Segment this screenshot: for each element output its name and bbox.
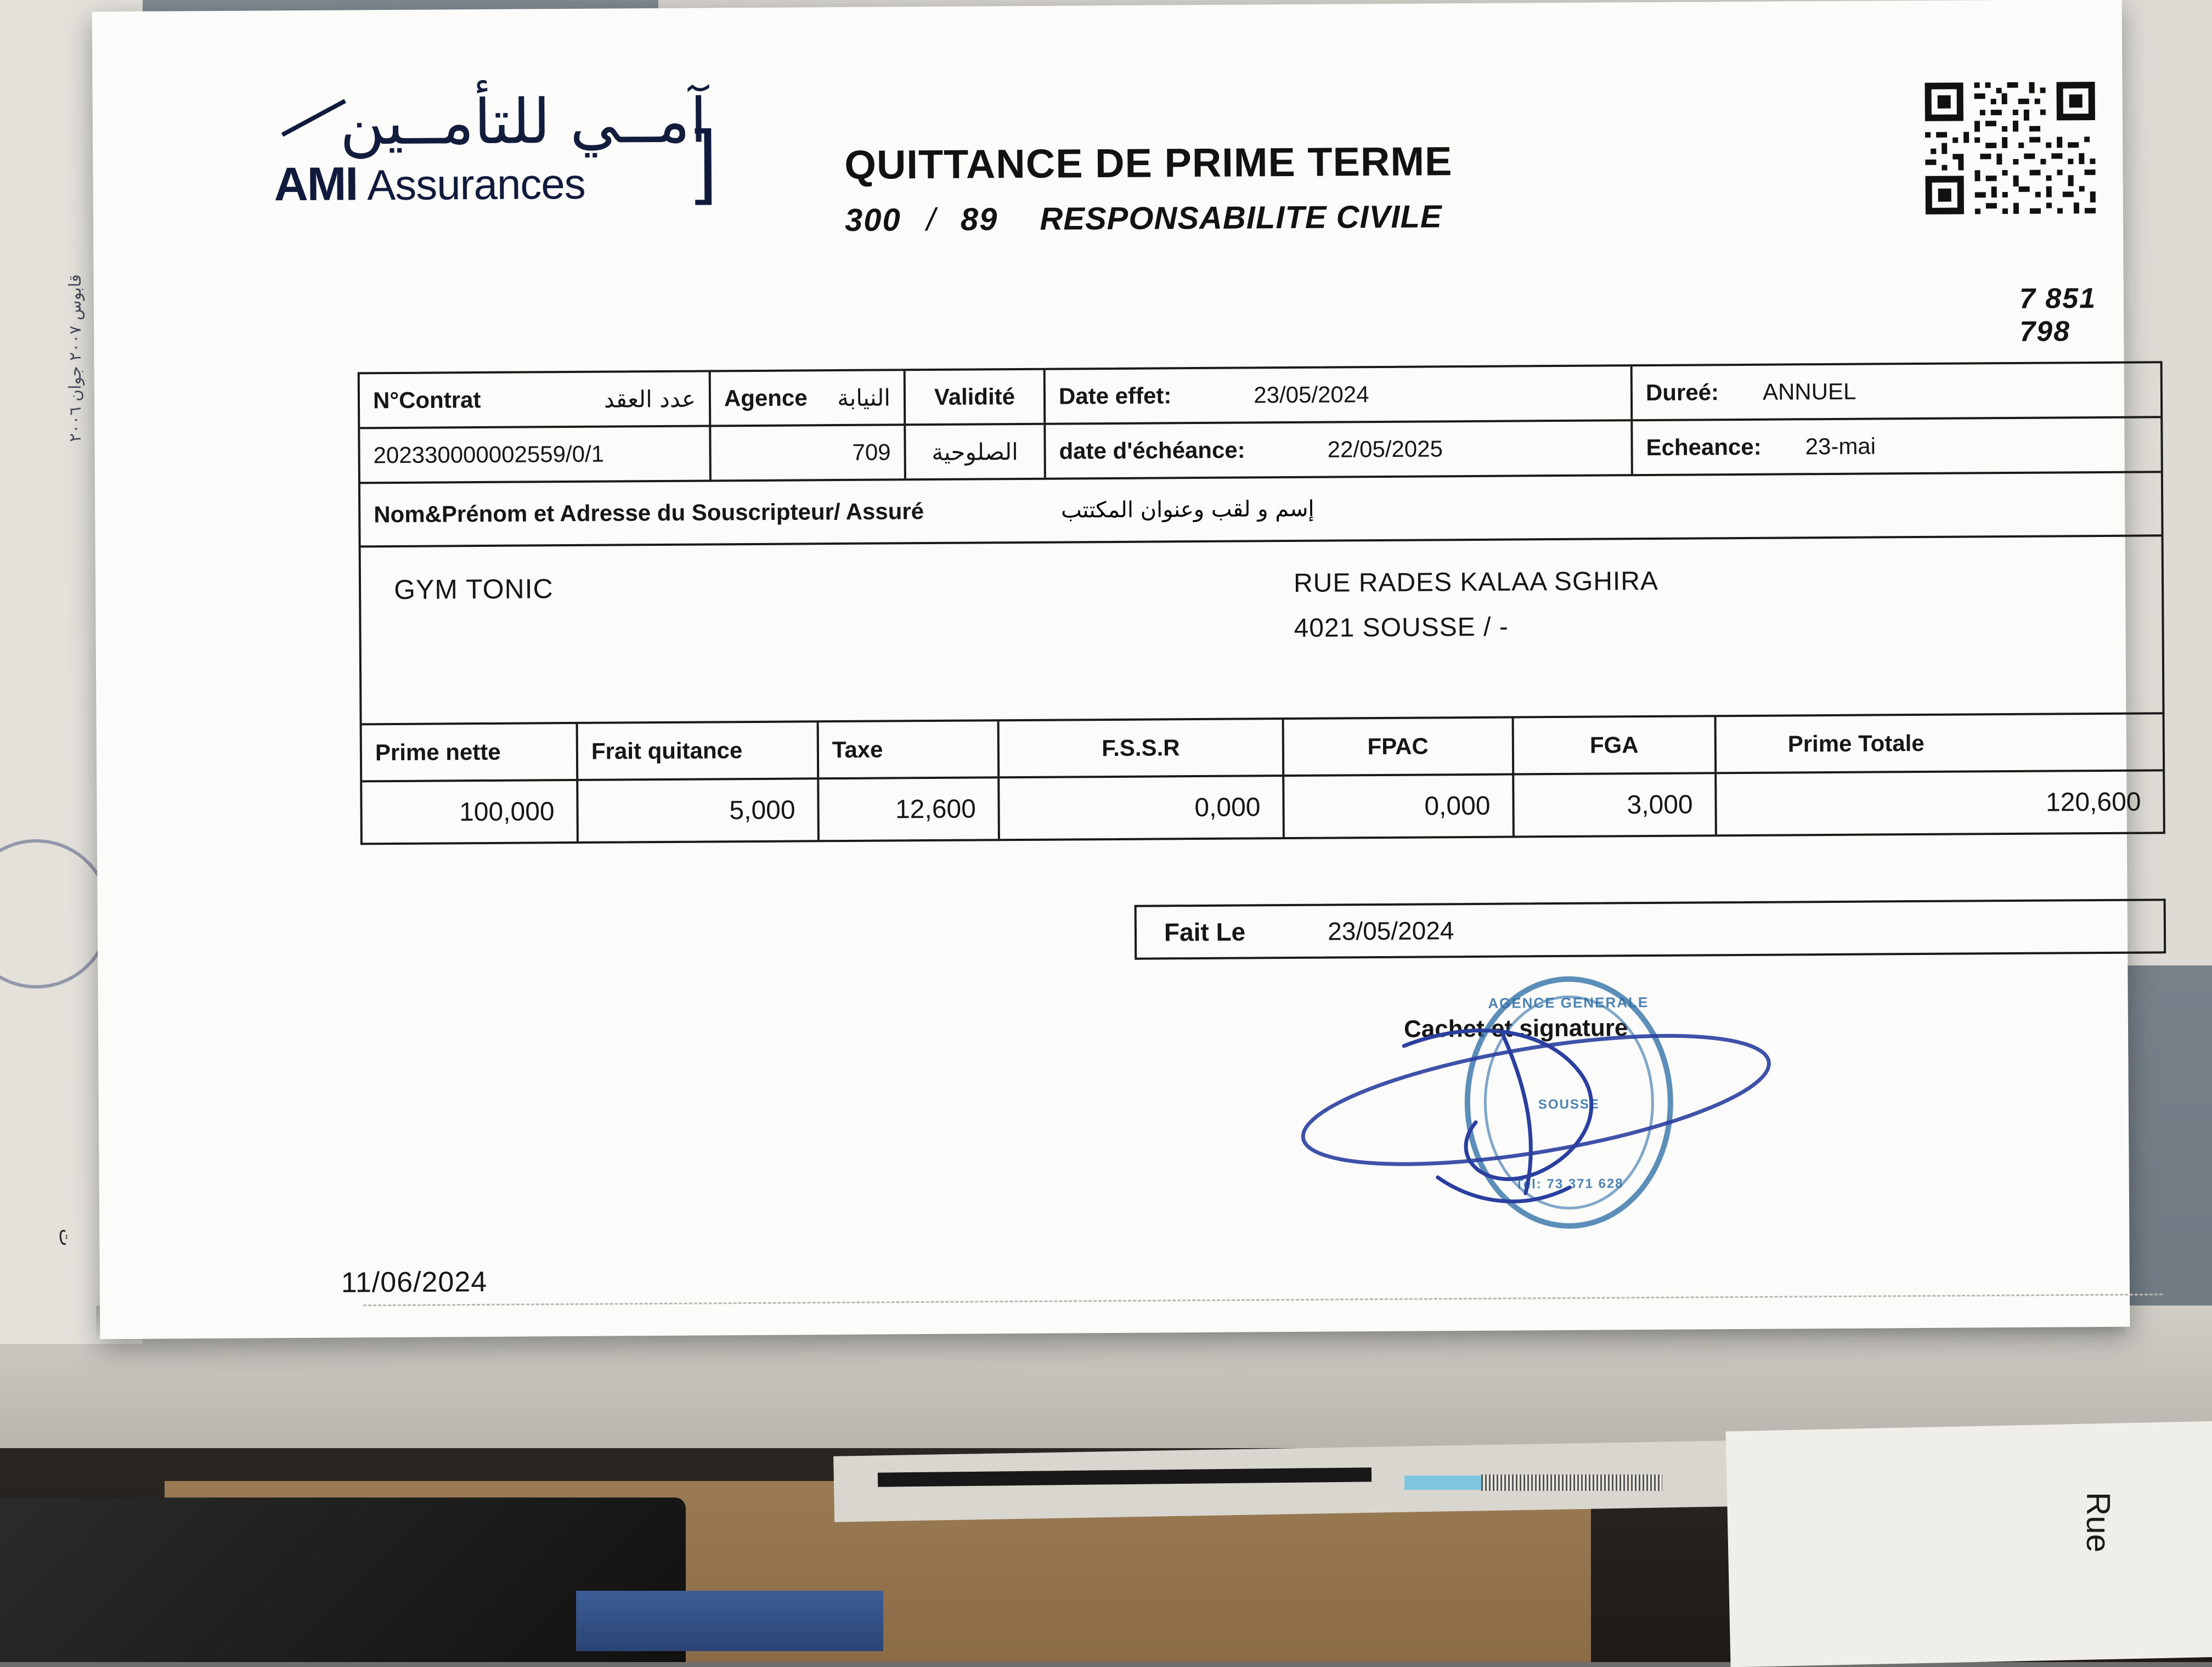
echeance-cell: [1633, 418, 2160, 474]
logo-bracket-icon: ]: [694, 113, 718, 206]
contract-label-cell: [360, 372, 712, 427]
date-effect-value: 23/05/2024: [1254, 381, 1369, 408]
duration-cell: [1633, 363, 2160, 419]
premium-val-fssr: 0,000: [1000, 777, 1284, 839]
policy-code: 300: [844, 202, 901, 238]
subscriber-details: [361, 536, 2163, 725]
premium-col-prime-totale: Prime Totale: [1787, 730, 1925, 757]
date-echeance-value: 22/05/2025: [1327, 436, 1443, 462]
background-side-mark: ت: [55, 1229, 76, 1247]
branch-label: RESPONSABILITE CIVILE: [1040, 199, 1442, 237]
ami-logo: [274, 85, 718, 212]
cyan-marker: [1404, 1476, 1481, 1490]
premium-col-fpac: FPAC: [1284, 719, 1514, 775]
cachet-signature-label: Cachet et signature: [1403, 1014, 1628, 1043]
logo-ami-text: AMI: [274, 157, 358, 211]
agency-label-ar: النيابة: [837, 383, 891, 411]
premium-values-row: [362, 771, 2163, 843]
qr-code-icon: [1919, 76, 2123, 225]
validity-label-fr: Validité: [934, 383, 1015, 410]
right-paper-sheet: [1726, 1421, 2212, 1667]
contract-number: 202330000002559/0/1: [373, 440, 605, 468]
logo-arabic-text: آمــي للتأمــين: [340, 85, 708, 159]
premium-val-fpac: 0,000: [1284, 776, 1515, 838]
echeance-value: 23-mai: [1805, 433, 1876, 460]
premium-col-fssr: F.S.S.R: [1000, 720, 1284, 776]
barcode-strip: [1481, 1474, 1662, 1491]
fait-le-value: 23/05/2024: [1328, 916, 1454, 946]
agency-number-cell: [711, 426, 906, 479]
bottom-date: 11/06/2024: [341, 1265, 488, 1299]
blue-object: [576, 1591, 883, 1651]
agency-label-cell: [711, 371, 906, 425]
agency-number: 709: [852, 439, 891, 465]
date-echeance-cell: [1046, 421, 1633, 478]
agency-label-fr: Agence: [724, 385, 808, 411]
fait-le-label: Fait Le: [1164, 917, 1246, 947]
premium-val-frait-quitance: 5,000: [578, 779, 820, 841]
document-subtitle: [845, 198, 1442, 239]
premium-val-taxe: 12,600: [819, 778, 1000, 840]
background-rue-label: Rue: [2080, 1492, 2117, 1553]
validity-ar-cell: [906, 425, 1046, 479]
subscriber-header: [360, 473, 2162, 547]
premium-col-taxe: Taxe: [819, 721, 1000, 777]
subscriber-address-line1: RUE RADES KALAA SGHIRA: [1293, 566, 1659, 598]
validity-label-cell: [906, 370, 1046, 424]
premium-col-prime-nette: Prime nette: [362, 724, 579, 780]
duration-value: ANNUEL: [1762, 378, 1857, 405]
quittance-table: [358, 361, 2165, 845]
echeance-label: Echeance:: [1646, 433, 1762, 461]
premium-col-frait-quitance: Frait quitance: [578, 722, 820, 779]
branch-code: 89: [960, 201, 998, 238]
date-effect-label: Date effet:: [1058, 382, 1172, 409]
contract-label-fr: N°Contrat: [373, 387, 481, 414]
handwritten-signature: [1239, 1010, 1844, 1245]
subscriber-address-line2: 4021 SOUSSE / -: [1294, 612, 1509, 643]
premium-val-prime-nette: 100,000: [362, 781, 579, 843]
date-effect-cell: [1046, 366, 1633, 423]
premium-val-fga: 3,000: [1514, 774, 1717, 835]
stamp-line-top: AGENCE GENERALE: [1488, 994, 1649, 1011]
document-title: QUITTANCE DE PRIME TERME: [844, 138, 1453, 188]
date-echeance-label: date d'échéance:: [1059, 437, 1245, 464]
agency-round-stamp: [1431, 956, 1707, 1248]
code-separator: /: [926, 201, 936, 238]
validity-label-ar: الصلوحية: [932, 438, 1019, 466]
logo-assurances-text: Assurances: [366, 159, 586, 210]
perforation-line: [363, 1293, 2163, 1306]
premium-col-fga: FGA: [1514, 717, 1717, 773]
duration-label: Dureé:: [1645, 379, 1719, 406]
premium-header-row: [362, 714, 2163, 782]
quittance-document: [92, 0, 2141, 1339]
fait-le-box: [1135, 899, 2166, 959]
premium-val-prime-totale: 120,600: [2045, 787, 2141, 817]
subscriber-header-ar: إسم و لقب وعنوان المكتتب: [1060, 496, 1314, 523]
subscriber-name: GYM TONIC: [393, 573, 554, 605]
serial-number: 7 851 798: [2019, 282, 2097, 348]
stamp-line-bottom: Tel: 73 371 628: [1515, 1176, 1624, 1192]
contract-number-cell: [360, 427, 712, 482]
handwritten-side-note: قابوس ٢٠٠٧ جوان ٢٠٠٦: [66, 274, 85, 442]
subscriber-header-fr: Nom&Prénom et Adresse du Souscripteur/ Assuré: [374, 498, 924, 528]
stamp-line-mid: SOUSSE: [1538, 1097, 1600, 1112]
contract-label-ar: عدد العقد: [603, 385, 696, 413]
